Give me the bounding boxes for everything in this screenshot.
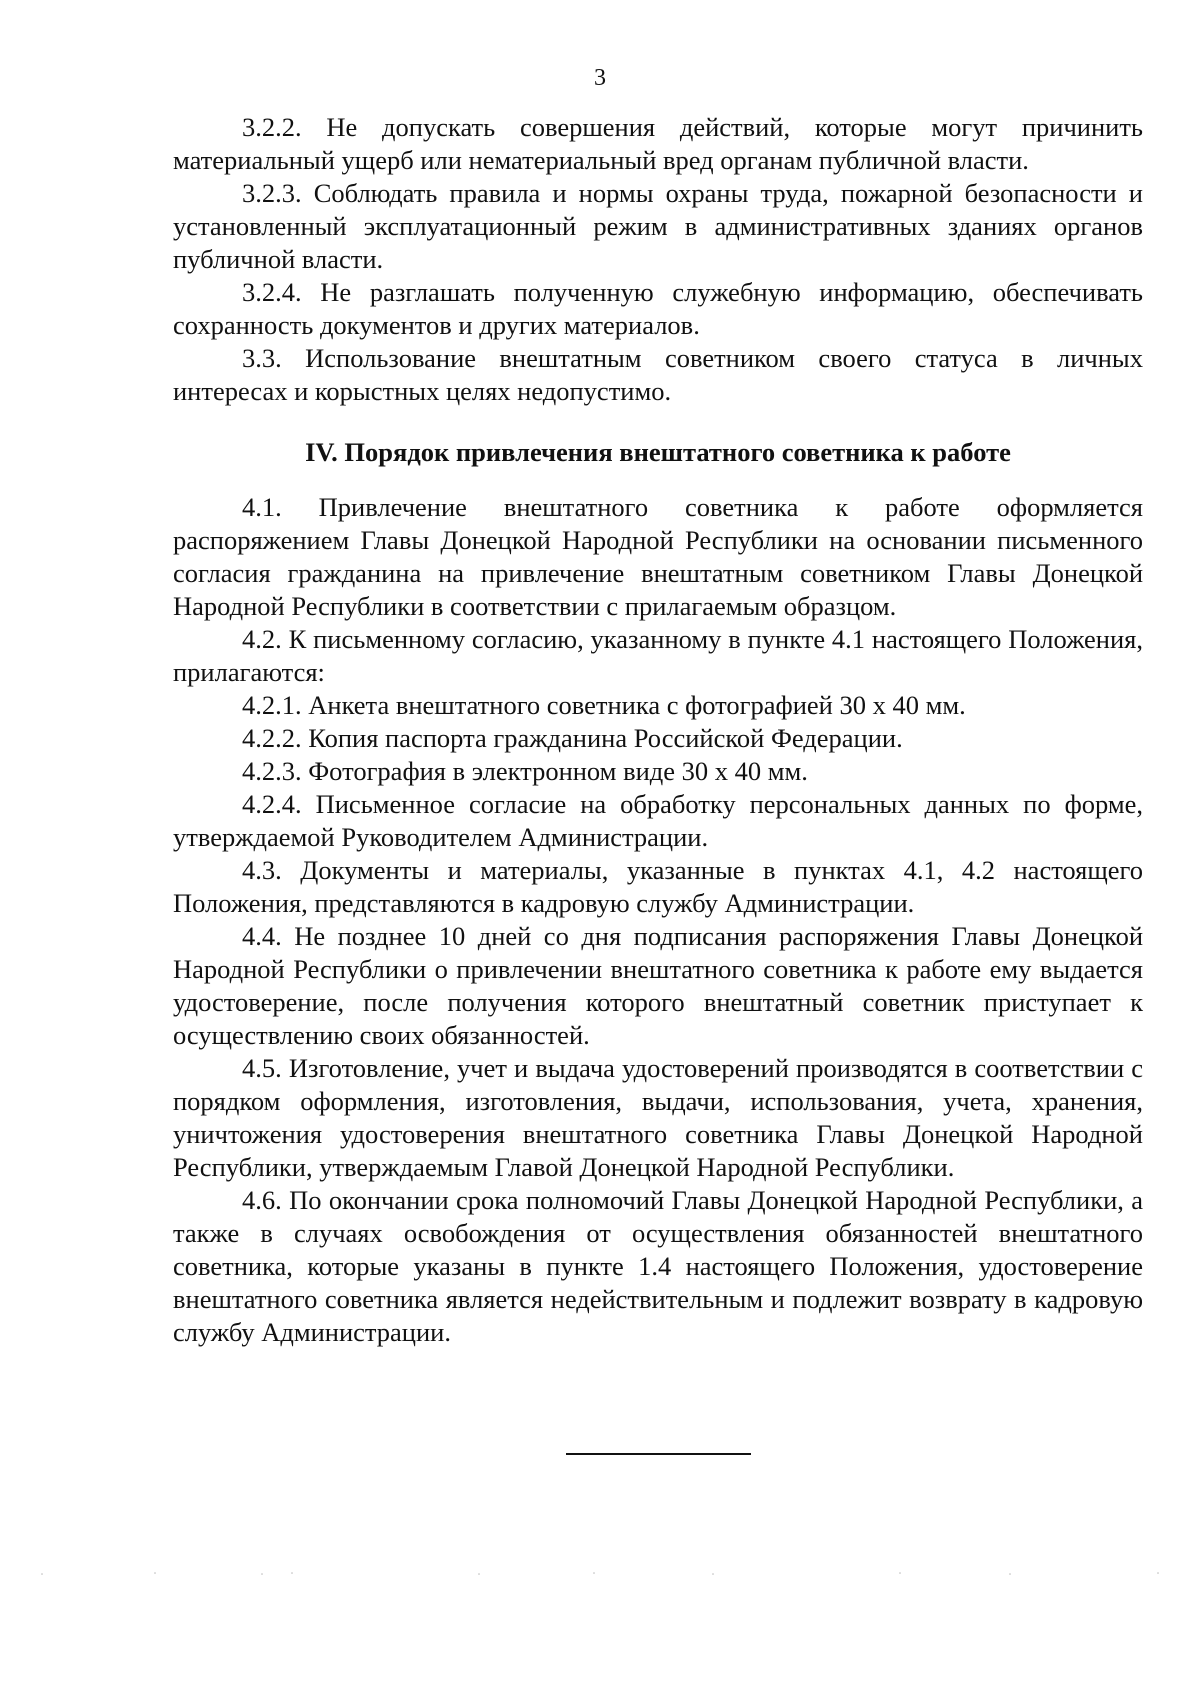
paragraph-3-2-3: 3.2.3. Соблюдать правила и нормы охраны труда, пожарной безопасности и установленный эксплуатационный режим в административных зданиях органов публичной власти. <box>173 178 1143 274</box>
page-number: 3 <box>594 65 606 91</box>
paragraph-4-2-2: 4.2.2. Копия паспорта гражданина Российской Федерации. <box>242 723 903 753</box>
paragraph-4-2-1: 4.2.1. Анкета внештатного советника с фотографией 30 х 40 мм. <box>242 690 966 720</box>
paragraph-4-5: 4.5. Изготовление, учет и выдача удостоверений производятся в соответствии с порядком оформления, изготовления, выдачи, использования, учета, хранения, уничтожения удостоверения внештатного советника Главы Донецкой Народной Республики, утверждаемым Главой Донецкой Народной Республики. <box>173 1053 1143 1182</box>
paragraph-3-2-4: 3.2.4. Не разглашать полученную служебную информацию, обеспечивать сохранность документов и других материалов. <box>173 277 1143 340</box>
section-4-heading: IV. Порядок привлечения внештатного советника к работе <box>305 437 1011 467</box>
paragraph-4-2: 4.2. К письменному согласию, указанному в пункте 4.1 настоящего Положения, прилагаются: <box>173 624 1143 687</box>
paragraph-3-3: 3.3. Использование внештатным советником своего статуса в личных интересах и корыстных целях недопустимо. <box>173 343 1143 406</box>
paragraph-4-3: 4.3. Документы и материалы, указанные в пунктах 4.1, 4.2 настоящего Положения, представляются в кадровую службу Администрации. <box>173 855 1143 918</box>
paragraph-4-2-3: 4.2.3. Фотография в электронном виде 30 х 40 мм. <box>242 756 808 786</box>
paragraph-4-6: 4.6. По окончании срока полномочий Главы Донецкой Народной Республики, а также в случаях освобождения от осуществления обязанностей внештатного советника, которые указаны в пункте 1.4 настоящего Положения, удостоверение внештатного советника является недействительным и подлежит возврату в кадровую службу Администрации. <box>173 1185 1143 1347</box>
paragraph-4-4: 4.4. Не позднее 10 дней со дня подписания распоряжения Главы Донецкой Народной Республики о привлечении внештатного советника к работе ему выдается удостоверение, после получения которого внештатный советник приступает к осуществлению своих обязанностей. <box>173 921 1143 1050</box>
paragraph-4-1: 4.1. Привлечение внештатного советника к работе оформляется распоряжением Главы Донецкой Народной Республики на основании письменного согласия гражданина на привлечение внештатным советником Главы Донецкой Народной Республики в соответствии с прилагаемым образцом. <box>173 492 1143 621</box>
paragraph-4-2-4: 4.2.4. Письменное согласие на обработку персональных данных по форме, утверждаемой Руководителем Администрации. <box>173 789 1143 852</box>
document-body <box>173 111 1143 1349</box>
paragraph-3-2-2: 3.2.2. Не допускать совершения действий, которые могут причинить материальный ущерб или нематериальный вред органам публичной власти. <box>173 112 1143 175</box>
scan-noise-specks <box>0 1568 1200 1580</box>
end-separator-line <box>566 1453 751 1455</box>
